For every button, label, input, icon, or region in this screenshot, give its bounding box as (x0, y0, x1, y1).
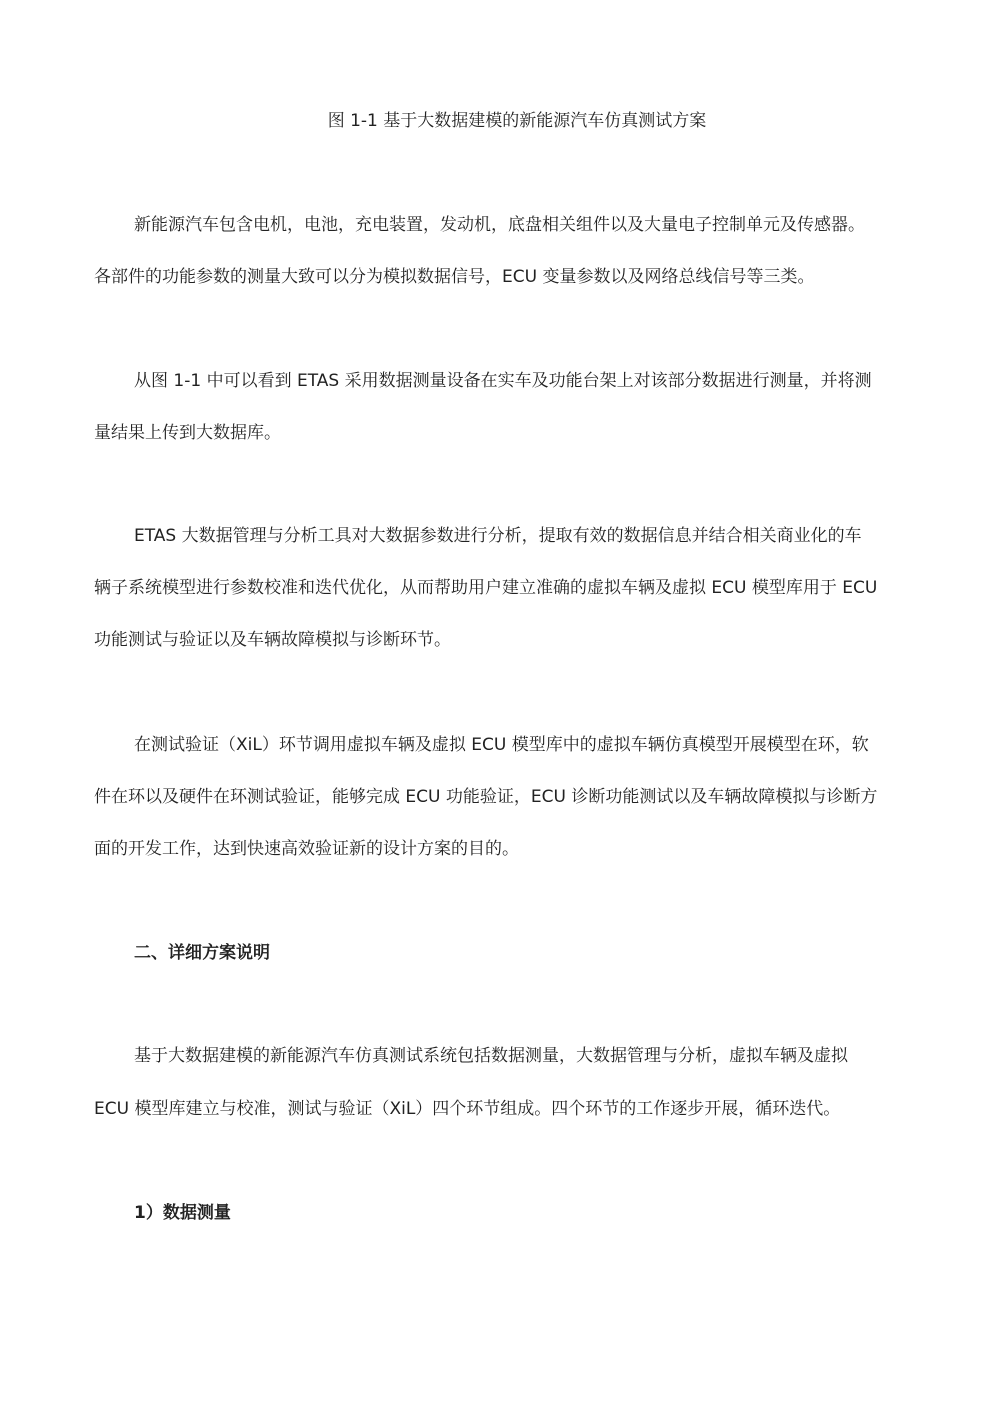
paragraph-line: 面的开发工作，达到快速高效验证新的设计方案的目的。 (94, 839, 519, 859)
section-heading: 二、详细方案说明 (134, 943, 270, 963)
paragraph-line: 基于大数据建模的新能源汽车仿真测试系统包括数据测量，大数据管理与分析，虚拟车辆及虚拟 (134, 1046, 848, 1066)
paragraph-line: ECU 模型库建立与校准，测试与验证（XiL）四个环节组成。四个环节的工作逐步开展，循环迭代。 (94, 1099, 841, 1119)
paragraph-line: 新能源汽车包含电机，电池，充电装置，发动机，底盘相关组件以及大量电子控制单元及传感器。 (134, 215, 865, 235)
figure-caption: 图 1-1 基于大数据建模的新能源汽车仿真测试方案 (327, 111, 707, 131)
paragraph-line: 件在环以及硬件在环测试验证，能够完成 ECU 功能验证，ECU 诊断功能测试以及车辆故障模拟与诊断方 (94, 787, 878, 807)
paragraph-line: ETAS 大数据管理与分析工具对大数据参数进行分析，提取有效的数据信息并结合相关商业化的车 (134, 526, 862, 546)
subsection-heading: 1）数据测量 (134, 1203, 231, 1223)
paragraph-line: 从图 1-1 中可以看到 ETAS 采用数据测量设备在实车及功能台架上对该部分数据进行测量，并将测 (134, 371, 872, 391)
paragraph-line: 量结果上传到大数据库。 (94, 423, 281, 443)
paragraph-line: 在测试验证（XiL）环节调用虚拟车辆及虚拟 ECU 模型库中的虚拟车辆仿真模型开展模型在环，软 (134, 735, 869, 755)
paragraph-line: 功能测试与验证以及车辆故障模拟与诊断环节。 (94, 630, 451, 650)
paragraph-line: 各部件的功能参数的测量大致可以分为模拟数据信号，ECU 变量参数以及网络总线信号等三类。 (94, 267, 815, 287)
paragraph-line: 辆子系统模型进行参数校准和迭代优化，从而帮助用户建立准确的虚拟车辆及虚拟 ECU 模型库用于 ECU (94, 578, 878, 598)
